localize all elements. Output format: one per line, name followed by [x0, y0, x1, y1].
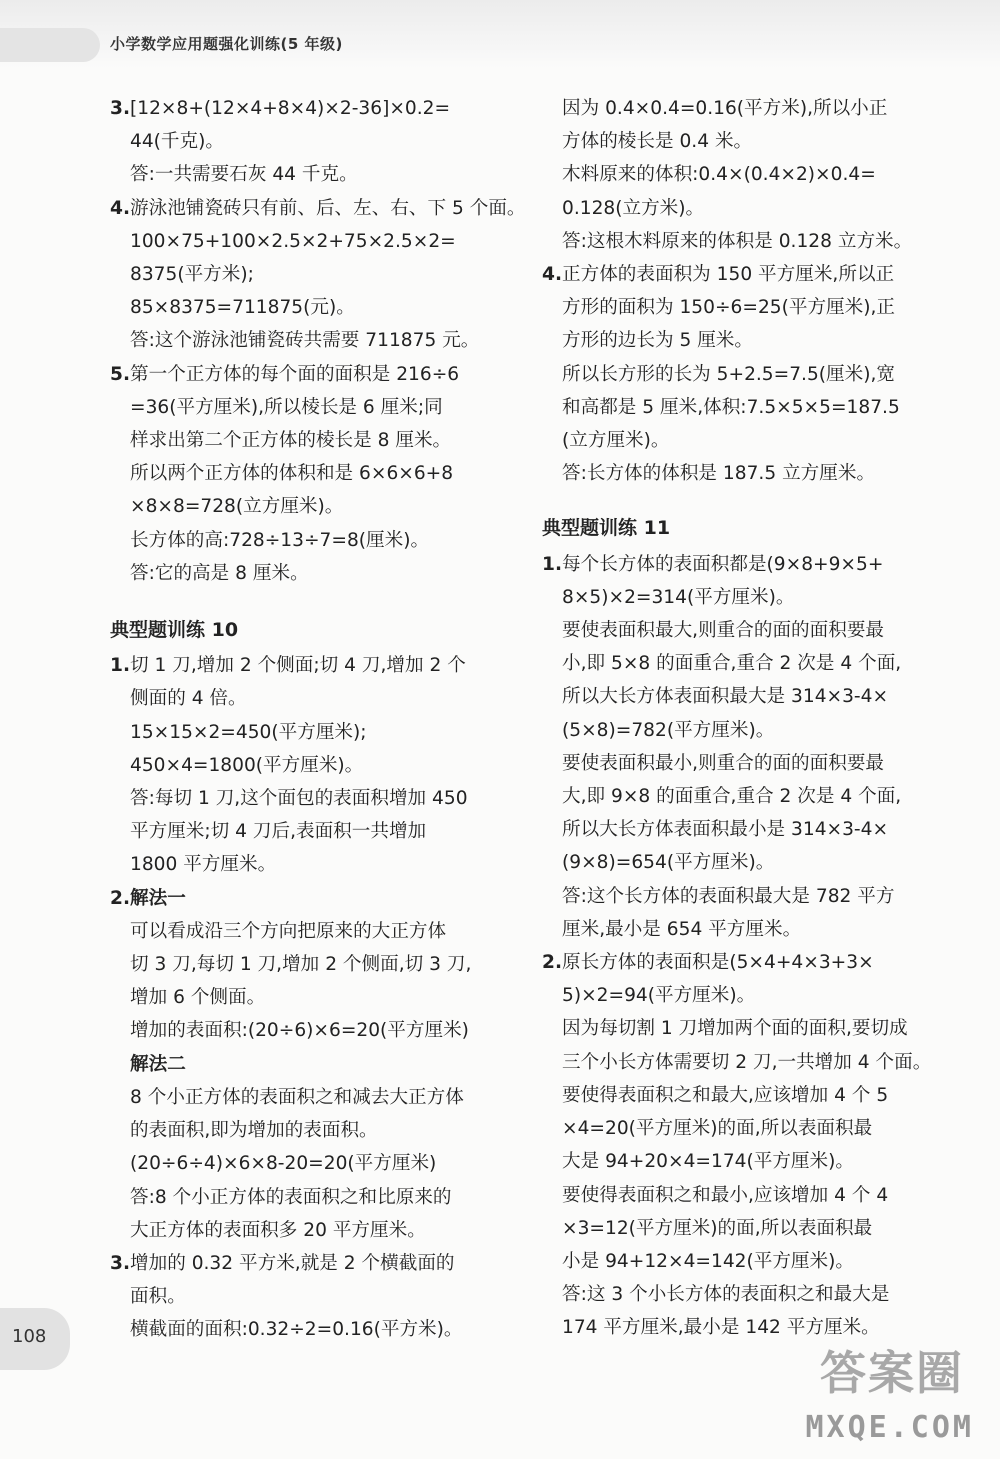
text-line: 所以两个正方体的体积和是 6×6×6+8 — [130, 463, 454, 485]
text-line: 大,即 9×8 的面重合,重合 2 次是 4 个面, — [562, 786, 902, 808]
watermark-logo: 答案圈 — [820, 1346, 964, 1400]
section-title-11: 典型题训练 11 — [542, 517, 671, 540]
text-line: 8375(平方米); — [130, 264, 254, 286]
text-line: 答:这 3 个小长方体的表面积之和最大是 — [562, 1284, 890, 1306]
text-line: 大正方体的表面积多 20 平方厘米。 — [130, 1219, 426, 1241]
text-line: 三个小长方体需要切 2 刀,一共增加 4 个面。 — [562, 1051, 932, 1073]
method-title: 解法二 — [130, 1053, 186, 1075]
text-line: 方体的棱长是 0.4 米。 — [562, 131, 753, 153]
s10-answer-2 — [110, 882, 510, 1247]
text-line: 答:一共需要石灰 44 千克。 — [130, 164, 358, 186]
text-line: 大是 94+20×4=174(平方厘米)。 — [562, 1151, 854, 1173]
item-number: 2. — [542, 952, 563, 974]
text-line: 要使得表面积之和最小,应该增加 4 个 4 — [562, 1184, 889, 1206]
book-title: 小学数学应用题强化训练(5 年级) — [110, 35, 343, 53]
text-line: 游泳池铺瓷砖只有前、后、左、右、下 5 个面。 — [130, 197, 526, 219]
text-line: 原长方体的表面积是(5×4+4×3+3× — [562, 952, 874, 974]
text-line: (立方厘米)。 — [562, 430, 670, 452]
text-line: 方形的边长为 5 厘米。 — [562, 330, 753, 352]
text-line: 5)×2=94(平方厘米)。 — [562, 985, 756, 1007]
text-line: 答:它的高是 8 厘米。 — [130, 562, 309, 584]
text-line: 答:这根木料原来的体积是 0.128 立方米。 — [562, 230, 913, 252]
item-number: 1. — [542, 553, 563, 575]
item-number: 4. — [542, 264, 563, 286]
text-line: 85×8375=711875(元)。 — [130, 297, 355, 319]
text-line: 每个长方体的表面积都是(9×8+9×5+ — [562, 553, 884, 575]
answer-4 — [110, 192, 526, 358]
text-line: 要使得表面积之和最大,应该增加 4 个 5 — [562, 1084, 889, 1106]
text-line: 答:这个游泳池铺瓷砖共需要 711875 元。 — [130, 330, 480, 352]
text-line: 切 3 刀,每切 1 刀,增加 2 个侧面,切 3 刀, — [130, 954, 472, 976]
page-number: 108 — [12, 1326, 47, 1347]
text-line: 小是 94+12×4=142(平方厘米)。 — [562, 1250, 854, 1272]
text-line: ×4=20(平方厘米)的面,所以表面积最 — [562, 1118, 873, 1140]
text-line: 木料原来的体积:0.4×(0.4×2)×0.4= — [562, 164, 876, 186]
item-number: 2. — [110, 887, 131, 909]
item-number: 4. — [110, 197, 131, 219]
text-line: [12×8+(12×4+8×4)×2-36]×0.2= — [130, 98, 451, 119]
s11-answer-2 — [542, 946, 942, 1344]
s11-answer-1 — [542, 548, 942, 946]
item-number: 3. — [110, 98, 131, 119]
text-line: 答:长方体的体积是 187.5 立方厘米。 — [562, 463, 876, 485]
text-line: 小,即 5×8 的面重合,重合 2 次是 4 个面, — [562, 653, 902, 675]
text-line: 正方体的表面积为 150 平方厘米,所以正 — [562, 264, 895, 286]
s10-answer-1 — [110, 649, 510, 881]
text-line: 因为 0.4×0.4=0.16(平方米),所以小正 — [562, 98, 888, 119]
text-line: 答:8 个小正方体的表面积之和比原来的 — [130, 1186, 452, 1208]
text-line: 增加的 0.32 平方米,就是 2 个横截面的 — [130, 1252, 455, 1274]
text-line: =36(平方厘米),所以棱长是 6 厘米;同 — [130, 396, 443, 418]
section-title-10: 典型题训练 10 — [110, 619, 239, 642]
text-line: 厘米,最小是 654 平方厘米。 — [562, 918, 802, 940]
text-line: (20÷6÷4)×6×8-20=20(平方厘米) — [130, 1153, 437, 1175]
text-line: 长方体的高:728÷13÷7=8(厘米)。 — [130, 529, 430, 551]
text-line: 因为每切割 1 刀增加两个面的面积,要切成 — [562, 1018, 908, 1040]
text-line: 答:这个长方体的表面积最大是 782 平方 — [562, 885, 895, 907]
text-line: 8×5)×2=314(平方厘米)。 — [562, 586, 795, 608]
item-number: 3. — [110, 1252, 131, 1274]
text-line: 450×4=1800(平方厘米)。 — [130, 754, 364, 776]
text-line: 0.128(立方米)。 — [562, 197, 705, 219]
text-line: 增加的表面积:(20÷6)×6=20(平方厘米) — [130, 1020, 469, 1042]
item-number: 5. — [110, 363, 131, 385]
text-line: 第一个正方体的每个面的面积是 216÷6 — [130, 363, 460, 385]
text-line: (9×8)=654(平方厘米)。 — [562, 852, 775, 874]
method-title: 解法一 — [130, 887, 186, 909]
answer-3 — [110, 92, 510, 192]
watermark-url: MXQE.COM — [805, 1410, 974, 1445]
text-line: 所以大长方体表面积最大是 314×3-4× — [562, 686, 889, 708]
text-line: 所以长方形的长为 5+2.5=7.5(厘米),宽 — [562, 363, 895, 385]
text-line: 1800 平方厘米。 — [130, 854, 277, 876]
text-line: 44(千克)。 — [130, 131, 224, 153]
item-number: 1. — [110, 655, 131, 677]
s10-answer-3 — [110, 1247, 510, 1347]
text-line: (5×8)=782(平方厘米)。 — [562, 719, 775, 741]
text-line: 要使表面积最小,则重合的面的面积要最 — [562, 752, 885, 774]
answer-5 — [110, 358, 510, 590]
text-line: 切 1 刀,增加 2 个侧面;切 4 刀,增加 2 个 — [130, 655, 466, 677]
s10-answer-4 — [542, 258, 942, 490]
text-line: 侧面的 4 倍。 — [130, 688, 247, 710]
text-line: 所以大长方体表面积最小是 314×3-4× — [562, 819, 889, 841]
text-line: 100×75+100×2.5×2+75×2.5×2= — [130, 230, 456, 252]
text-line: 要使表面积最大,则重合的面的面积要最 — [562, 620, 885, 642]
s10-answer-3-continued — [542, 92, 942, 258]
header-tab — [0, 28, 100, 62]
left-column — [110, 92, 526, 1347]
text-line: 的表面积,即为增加的表面积。 — [130, 1120, 378, 1142]
text-line: 增加 6 个侧面。 — [130, 987, 266, 1009]
text-line: 可以看成沿三个方向把原来的大正方体 — [130, 920, 447, 942]
text-line: 平方厘米;切 4 刀后,表面积一共增加 — [130, 821, 427, 843]
text-line: 174 平方厘米,最小是 142 平方厘米。 — [562, 1317, 880, 1339]
text-line: 面积。 — [130, 1286, 186, 1308]
text-line: ×8×8=728(立方厘米)。 — [130, 496, 344, 518]
text-line: 横截面的面积:0.32÷2=0.16(平方米)。 — [130, 1319, 463, 1341]
text-line: 方形的面积为 150÷6=25(平方厘米),正 — [562, 297, 895, 319]
text-line: 样求出第二个正方体的棱长是 8 厘米。 — [130, 430, 452, 452]
text-line: 和高都是 5 厘米,体积:7.5×5×5=187.5 — [562, 396, 900, 418]
text-line: ×3=12(平方厘米)的面,所以表面积最 — [562, 1217, 873, 1239]
text-line: 8 个小正方体的表面积之和减去大正方体 — [130, 1086, 464, 1108]
right-column — [542, 92, 942, 1345]
text-line: 15×15×2=450(平方厘米); — [130, 721, 367, 743]
text-line: 答:每切 1 刀,这个面包的表面积增加 450 — [130, 788, 468, 810]
